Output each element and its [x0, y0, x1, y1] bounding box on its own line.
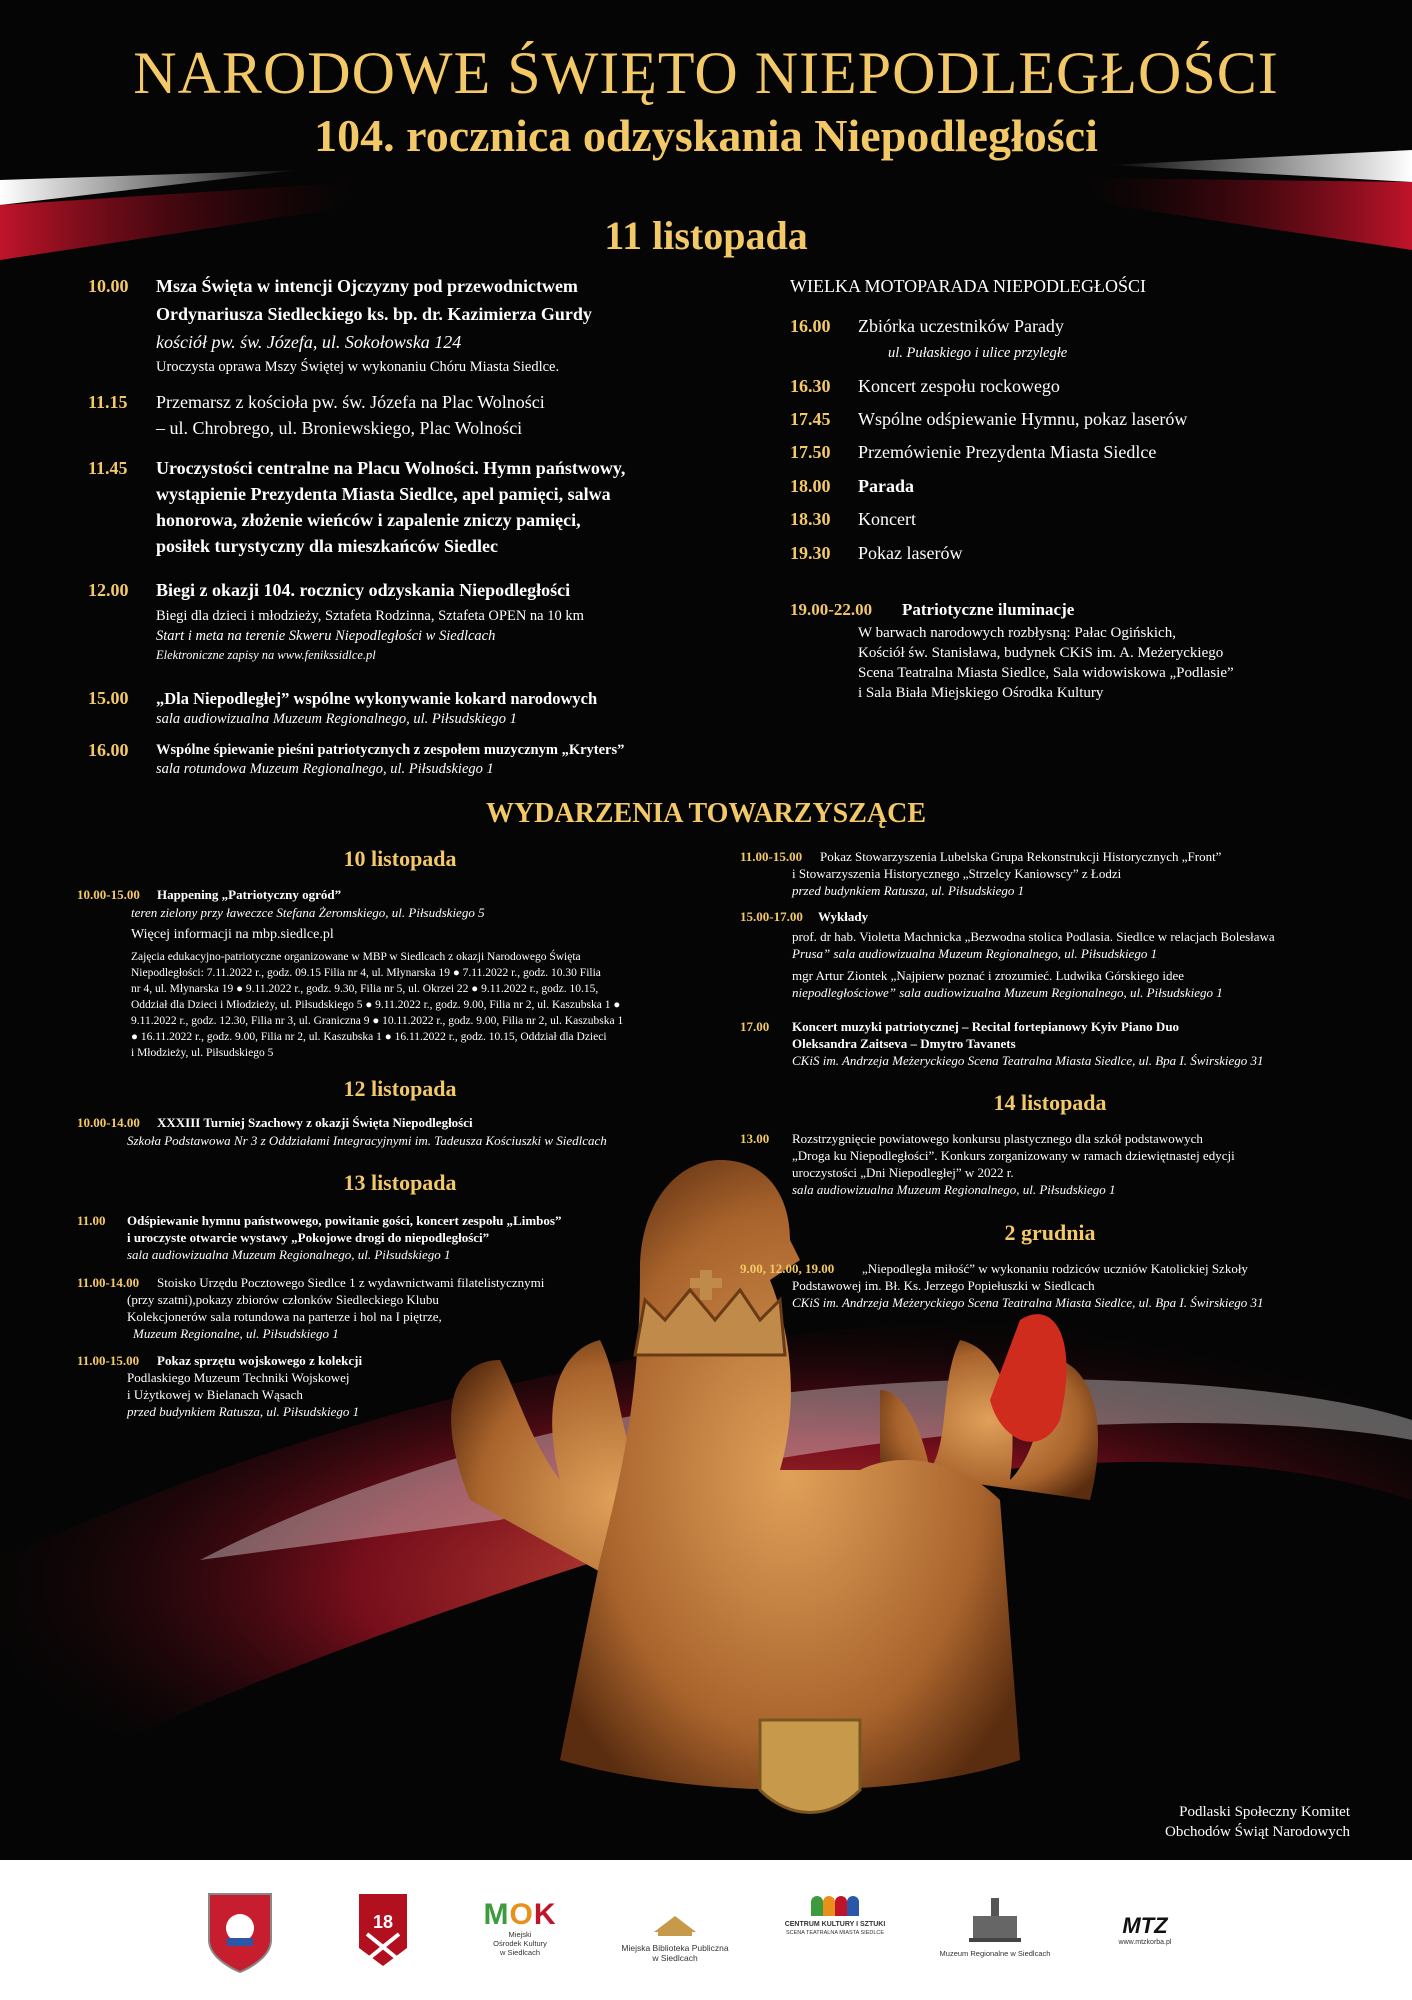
event-time: 15.00 [88, 688, 129, 708]
event-title: Wykłady [818, 909, 869, 924]
side-event-r2 [740, 908, 1360, 1008]
page-title: NARODOWE ŚWIĘTO NIEPODLEGŁOŚCI [133, 40, 1279, 106]
event-title-2: Ordynariusza Siedleckiego ks. bp. dr. Kazimierza Gurdy [156, 304, 592, 324]
event-location: sala rotundowa Muzeum Regionalnego, ul. Piłsudskiego 1 [156, 761, 494, 777]
museum-logo[interactable] [935, 1892, 1055, 1958]
event-time: 11.15 [88, 392, 128, 412]
event-11-45 [88, 456, 788, 566]
day-13-heading: 13 listopada [343, 1170, 457, 1195]
museum-label: Muzeum Regionalne w Siedlcach [939, 1949, 1051, 1958]
18-badge-label: 18 [372, 1912, 394, 1932]
mok-line-2: Ośrodek Kultury [493, 1939, 547, 1948]
day-12-heading: 12 listopada [343, 1076, 457, 1101]
event-line-3: uroczystości „Dni Niepodległej” w 2022 r. [792, 1165, 1014, 1180]
mok-line-3: w Siedlcach [499, 1948, 541, 1957]
event-title: Rozstrzygnięcie powiatowego konkursu plastycznego dla szkół podstawowych [792, 1131, 1203, 1146]
lecture-1-location: Prusa” sala audiowizualna Muzeum Regionalnego, ul. Piłsudskiego 1 [792, 946, 1158, 961]
event-time: 11.00 [77, 1213, 106, 1228]
event-title: Koncert zespołu rockowego [858, 376, 1060, 396]
event-location: CKiS im. Andrzeja Meżeryckiego Scena Teatralna Miasta Siedlce, ul. Bpa I. Świrskiego 31 [792, 1053, 1264, 1068]
event-12-00 [88, 578, 788, 668]
lecture-2: mgr Artur Ziontek „Najpierw poznać i zrozumieć. Ludwika Górskiego idee [792, 968, 1185, 983]
side-event-r1 [740, 848, 1360, 904]
moto-event-6 [790, 507, 1350, 535]
event-detail-1: Zajęcia edukacyjno-patriotyczne organizowane w MBP w Siedlcach z okazji Narodowego Święta [131, 951, 581, 963]
mbp-line-1: Miejska Biblioteka Publiczna [621, 1943, 729, 1953]
event-detail-3: nr 4, ul. Młynarska 19 ● 9.11.2022 r., godz. 9.30, Filia nr 5, ul. Okrzei 22 ● 9.11.2022 r., godz. 10.15, [131, 983, 599, 995]
event-line-2: „Droga ku Niepodległości”. Konkurs zorganizowany w ramach dziewiętnastej edycji [792, 1148, 1235, 1163]
illumination-event [790, 600, 1350, 720]
event-time: 10.00-15.00 [77, 887, 140, 902]
event-title: Uroczystości centralne na Placu Wolności. Hymn państwowy, [156, 458, 626, 478]
event-line-3: i Użytkowej w Bielanach Wąsach [127, 1387, 303, 1402]
event-time: 11.00-14.00 [77, 1275, 140, 1290]
event-title-2: i Stowarzyszenia Historycznego „Strzelcy Kaniowscy” z Łodzi [792, 866, 1122, 881]
sponsor-logos [0, 1860, 1412, 2000]
side-event-13b [77, 1274, 677, 1346]
event-location: ul. Pułaskiego i ulice przyległe [888, 345, 1068, 361]
event-time: 11.00-15.00 [740, 849, 803, 864]
mok-line-1: Miejski [508, 1930, 532, 1939]
event-line-2: (przy szatni),pokazy zbiorów członków Siedleckiego Klubu [127, 1292, 439, 1307]
illum-line-2: Kościół św. Stanisława, budynek CKiS im. A. Meżeryckiego [858, 645, 1224, 661]
event-location: Szkoła Podstawowa Nr 3 z Oddziałami Integracyjnymi im. Tadeusza Kościuszki w Siedlcach [127, 1133, 607, 1148]
lecture-2-location: niepodległościowe” sala audiowizualna Muzeum Regionalnego, ul. Piłsudskiego 1 [792, 985, 1223, 1000]
event-time: 17.45 [790, 409, 831, 429]
main-day-heading: 11 listopada [604, 213, 808, 258]
event-title: Patriotyczne iluminacje [902, 600, 1075, 619]
event-signup: Elektroniczne zapisy na www.fenikssidlce.pl [156, 648, 376, 662]
event-time: 18.30 [790, 509, 831, 529]
event-time: 16.30 [790, 376, 831, 396]
side-events-heading: WYDARZENIA TOWARZYSZĄCE [485, 798, 927, 829]
event-time: 16.00 [88, 740, 129, 760]
event-title: Koncert muzyki patriotycznej – Recital fortepianowy Kyiv Piano Duo [792, 1019, 1180, 1034]
event-note: Uroczysta oprawa Mszy Świętej w wykonaniu Chóru Miasta Siedlce. [156, 359, 560, 375]
event-title-4: posiłek turystyczny dla mieszkańców Siedlec [156, 536, 498, 556]
event-time: 10.00 [88, 276, 129, 296]
page-subtitle: 104. rocznica odzyskania Niepodległości [314, 110, 1098, 161]
event-detail: Biegi dla dzieci i młodzieży, Sztafeta Rodzinna, Sztafeta OPEN na 10 km [156, 608, 584, 624]
event-title: XXXIII Turniej Szachowy z okazji Święta Niepodległości [157, 1115, 473, 1130]
library-icon [650, 1910, 700, 1938]
event-time: 10.00-14.00 [77, 1115, 140, 1130]
side-event-13c [77, 1352, 677, 1424]
event-title-2: wystąpienie Prezydenta Miasta Siedlce, apel pamięci, salwa [156, 484, 611, 504]
siedlce-coat-of-arms-logo[interactable] [205, 1890, 275, 1974]
event-performers: Oleksandra Zaitseva – Dmytro Tavanets [792, 1036, 1016, 1051]
event-title-2: i uroczyste otwarcie wystawy „Pokojowe drogi do niepodległości” [127, 1230, 490, 1245]
event-detail-5: 9.11.2022 r., godz. 12.30, Filia nr 3, ul. Graniczna 9 ● 10.11.2022 r., godz. 9.00, Filia nr 2, ul. Kaszubska 1 [131, 1015, 624, 1027]
mtz-url: www.mtzkorba.pl [1118, 1939, 1172, 1946]
illum-line-1: W barwach narodowych rozbłysną: Pałac Ogińskich, [858, 625, 1176, 641]
event-location: teren zielony przy ławeczce Stefana Żeromskiego, ul. Piłsudskiego 5 [131, 905, 485, 920]
event-line-2: Podlaskiego Muzeum Techniki Wojskowej [127, 1370, 350, 1385]
event-line-2: Podstawowej im. Bł. Ks. Jerzego Popiełuszki w Siedlcach [792, 1278, 1095, 1293]
event-time: 17.00 [740, 1019, 770, 1034]
event-info: Więcej informacji na mbp.siedlce.pl [131, 927, 334, 942]
ckis-logo[interactable] [770, 1896, 900, 1937]
illum-line-3: Scena Teatralna Miasta Siedlce, Sala widowiskowa „Podlasie” [858, 665, 1234, 681]
event-15-00 [88, 686, 788, 736]
18-badge-logo[interactable] [355, 1890, 411, 1970]
side-event-14 [740, 1130, 1360, 1202]
event-time: 13.00 [740, 1131, 770, 1146]
event-detail-7: i Młodzieży, ul. Piłsudskiego 5 [131, 1047, 274, 1059]
organizer-line-1: Podlaski Społeczny Komitet [1179, 1804, 1350, 1820]
event-title-3: honorowa, złożenie wieńców i zapalenie zniczy pamięci, [156, 510, 581, 530]
event-location: CKiS im. Andrzeja Meżeryckiego Scena Teatralna Miasta Siedlce, ul. Bpa I. Świrskiego 31 [792, 1295, 1264, 1310]
event-title: Pokaz sprzętu wojskowego z kolekcji [157, 1353, 363, 1368]
illum-line-4: i Sala Biała Miejskiego Ośrodka Kultury [858, 685, 1104, 701]
moto-event-1 [790, 314, 1350, 364]
event-title: Stoisko Urzędu Pocztowego Siedlce 1 z wydawnictwami filatelistycznymi [157, 1275, 545, 1290]
event-title: Pokaz Stowarzyszenia Lubelska Grupa Rekonstrukcji Historycznych „Front” [820, 849, 1222, 864]
organizer-line-2: Obchodów Świąt Narodowych [1165, 1824, 1350, 1840]
event-detail-2: Niepodległości: 7.11.2022 r., godz. 09.15 Filia nr 4, ul. Młynarska 19 ● 7.11.2022 r., godz. 10.30 Filia [131, 967, 601, 979]
event-16-00 [88, 738, 788, 788]
side-event-12 [77, 1114, 737, 1154]
day-10-heading: 10 listopada [343, 846, 457, 871]
event-location: sala audiowizualna Muzeum Regionalnego, ul. Piłsudskiego 1 [156, 711, 517, 727]
event-location: kościół pw. św. Józefa, ul. Sokołowska 124 [156, 332, 462, 352]
ckis-line-2: SCENA TEATRALNA MIASTA SIEDLCE [785, 1930, 885, 1936]
event-detail-4: Oddział dla Dzieci i Młodzieży, ul. Piłsudskiego 5 ● 9.11.2022 r., godz. 9.00, Filia nr 2, ul. Kaszubska 1 ● [131, 999, 621, 1011]
motoparade-heading: WIELKA MOTOPARADA NIEPODLEGŁOŚCI [790, 276, 1147, 296]
side-event-2dec [740, 1260, 1360, 1316]
event-location: Start i meta na terenie Skweru Niepodległości w Siedlcach [156, 628, 496, 644]
mtz-logo-mark: MTZ [1122, 1913, 1168, 1938]
moto-event-2 [790, 374, 1350, 402]
event-title: Pokaz laserów [858, 543, 963, 563]
mbp-line-2: w Siedlcach [652, 1953, 698, 1963]
side-event-r3 [740, 1018, 1360, 1074]
event-title: Biegi z okazji 104. rocznicy odzyskania Niepodległości [156, 580, 571, 600]
moto-event-3 [790, 407, 1350, 435]
moto-event-5 [790, 474, 1350, 502]
event-time: 12.00 [88, 580, 129, 600]
moto-event-4 [790, 440, 1350, 468]
day-2-dec-heading: 2 grudnia [1004, 1220, 1096, 1245]
event-detail-6: ● 16.11.2022 r., godz. 9.00, Filia nr 2, ul. Kaszubska 1 ● 16.11.2022 r., godz. 10.15, Oddział dla Dzieci [131, 1031, 607, 1043]
event-title: Przemówienie Prezydenta Miasta Siedlce [858, 442, 1157, 462]
event-time: 16.00 [790, 316, 831, 336]
event-location: sala audiowizualna Muzeum Regionalnego, ul. Piłsudskiego 1 [792, 1182, 1116, 1197]
event-location: przed budynkiem Ratusza, ul. Piłsudskiego 1 [127, 1404, 360, 1419]
event-title: Wspólne odśpiewanie Hymnu, pokaz laserów [858, 409, 1188, 429]
event-route: – ul. Chrobrego, ul. Broniewskiego, Plac Wolności [156, 418, 523, 438]
event-time: 17.50 [790, 442, 831, 462]
event-title: Msza Święta w intencji Ojczyzny pod przewodnictwem [156, 276, 578, 296]
event-title: „Dla Niepodległej” wspólne wykonywanie kokard narodowych [156, 689, 598, 708]
event-line-3: Kolekcjonerów sala rotundowa na parterze i hol na I piętrze, [127, 1309, 442, 1324]
event-title: Happening „Patriotyczny ogród” [157, 887, 342, 902]
mtz-korba-logo[interactable] [1090, 1914, 1200, 1947]
day-14-heading: 14 listopada [993, 1090, 1107, 1115]
lecture-1: prof. dr hab. Violetta Machnicka „Bezwodna stolica Podlasia. Siedlce w relacjach Bolesława [792, 929, 1275, 944]
event-title: Przemarsz z kościoła pw. św. Józefa na Plac Wolności [156, 392, 545, 412]
event-time: 9.00, 12.00, 19.00 [740, 1261, 835, 1276]
event-time: 19.30 [790, 543, 831, 563]
side-event-13a [77, 1212, 737, 1268]
moto-event-7 [790, 541, 1350, 569]
event-title: Odśpiewanie hymnu państwowego, powitanie gości, koncert zespołu „Limbos” [127, 1213, 562, 1228]
event-title: Wspólne śpiewanie pieśni patriotycznych z zespołem muzycznym „Kryters” [156, 742, 625, 758]
event-title: „Niepodległa miłość” w wykonaniu rodziców uczniów Katolickiej Szkoły [862, 1261, 1248, 1276]
organizer [1080, 1802, 1350, 1842]
event-time: 18.00 [790, 476, 831, 496]
event-11-15 [88, 390, 788, 450]
event-location: sala audiowizualna Muzeum Regionalnego, ul. Piłsudskiego 1 [127, 1247, 451, 1262]
event-location: Muzeum Regionalne, ul. Piłsudskiego 1 [133, 1326, 339, 1341]
event-time: 19.00-22.00 [790, 600, 873, 619]
mbp-logo[interactable] [590, 1910, 760, 1963]
event-10-00 [88, 274, 788, 384]
event-title: Parada [858, 476, 914, 496]
mok-logo[interactable] [475, 1900, 565, 1957]
event-title: Zbiórka uczestników Parady [858, 316, 1064, 336]
side-event-10 [77, 886, 737, 1066]
town-hall-icon [965, 1892, 1025, 1944]
event-title: Koncert [858, 509, 916, 529]
mok-logo-mark: MOK [483, 1898, 557, 1931]
event-location: przed budynkiem Ratusza, ul. Piłsudskiego 1 [792, 883, 1025, 898]
event-time: 15.00-17.00 [740, 909, 803, 924]
event-time: 11.45 [88, 458, 128, 478]
ckis-color-icon [770, 1896, 900, 1920]
event-time: 11.00-15.00 [77, 1353, 140, 1368]
ckis-line-1: CENTRUM KULTURY I SZTUKI [784, 1921, 886, 1928]
